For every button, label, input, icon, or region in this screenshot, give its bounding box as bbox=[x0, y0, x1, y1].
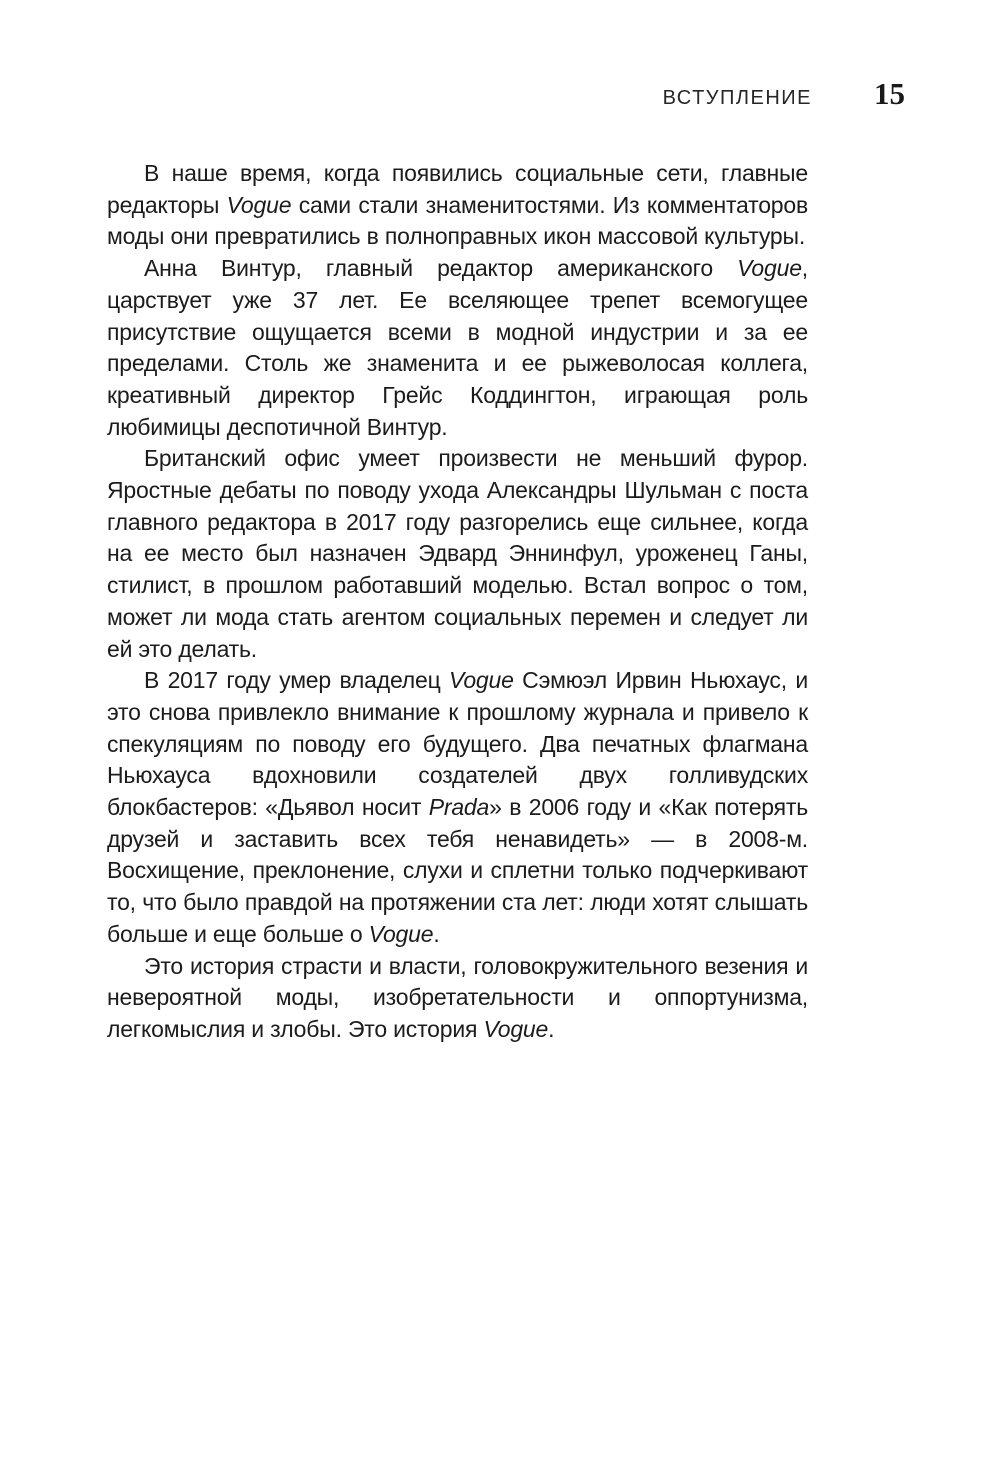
paragraph bbox=[107, 951, 808, 1046]
italic-text-run: Prada bbox=[428, 794, 490, 821]
text-run: сами стали знаменитостями. Из комментаторов моды они превратились в полноправных икон массовой культуры. bbox=[107, 191, 808, 250]
italic-text-run: Vogue bbox=[737, 255, 802, 282]
italic-text-run: Vogue bbox=[449, 667, 514, 694]
text-run: » в 2006 году и «Как потерять друзей и заставить всех тебя ненавидеть» — в 2008-м. Восхищение, преклонение, слухи и сплетни только подчеркивают то, что было правдой на протяжении ста лет: люди хотят слышать больше и еще больше о bbox=[107, 794, 808, 947]
text-run: Британский офис умеет произвести не меньший фурор. Яростные дебаты по поводу ухода Александры Шульман с поста главного редактора в 2017 году разгорелись еще сильнее, когда на ее место был назначен Эдвард Эннинфул, уроженец Ганы, стилист, в прошлом работавший моделью. Встал вопрос о том, может ли мода стать агентом социальных перемен и следует ли ей это делать. bbox=[107, 445, 808, 662]
page-number: 15 bbox=[874, 76, 905, 111]
text-run: Сэмюэл Ирвин Ньюхаус, и это снова привлекло внимание к прошлому журнала и привело к спекуляциям по поводу его будущего. Два печатных флагмана Ньюхауса вдохновили создателей двух голливудских блокбастеров: «Дьявол носит bbox=[107, 667, 809, 821]
page-header bbox=[107, 78, 905, 110]
text-run: Анна Винтур, главный редактор американского bbox=[144, 255, 738, 282]
text-run: . bbox=[433, 920, 440, 947]
running-title: ВСТУПЛЕНИЕ bbox=[662, 87, 812, 109]
text-run: . bbox=[548, 1015, 555, 1042]
italic-text-run: Vogue bbox=[368, 920, 434, 947]
text-run: , царствует уже 37 лет. Ее вселяющее трепет всемогущее присутствие ощущается всеми в модной индустрии и за ее пределами. Столь же знаменита и ее рыжеволосая коллега, креативный директор Грейс Коддингтон, играющая роль любимицы деспотичной Винтур. bbox=[107, 255, 808, 440]
paragraph bbox=[107, 158, 808, 253]
italic-text-run: Vogue bbox=[483, 1015, 549, 1042]
paragraph bbox=[107, 665, 808, 950]
body-text bbox=[107, 158, 808, 1046]
text-run: В 2017 году умер владелец bbox=[144, 667, 450, 694]
text-run: Это история страсти и власти, головокружительного везения и невероятной моды, изобретательности и оппортунизма, легкомыслия и злобы. Это история bbox=[107, 952, 808, 1042]
paragraph bbox=[107, 443, 808, 665]
paragraph bbox=[107, 253, 808, 443]
italic-text-run: Vogue bbox=[226, 191, 292, 218]
text-run: В наше время, когда появились социальные сети, главные редакторы bbox=[107, 160, 808, 218]
